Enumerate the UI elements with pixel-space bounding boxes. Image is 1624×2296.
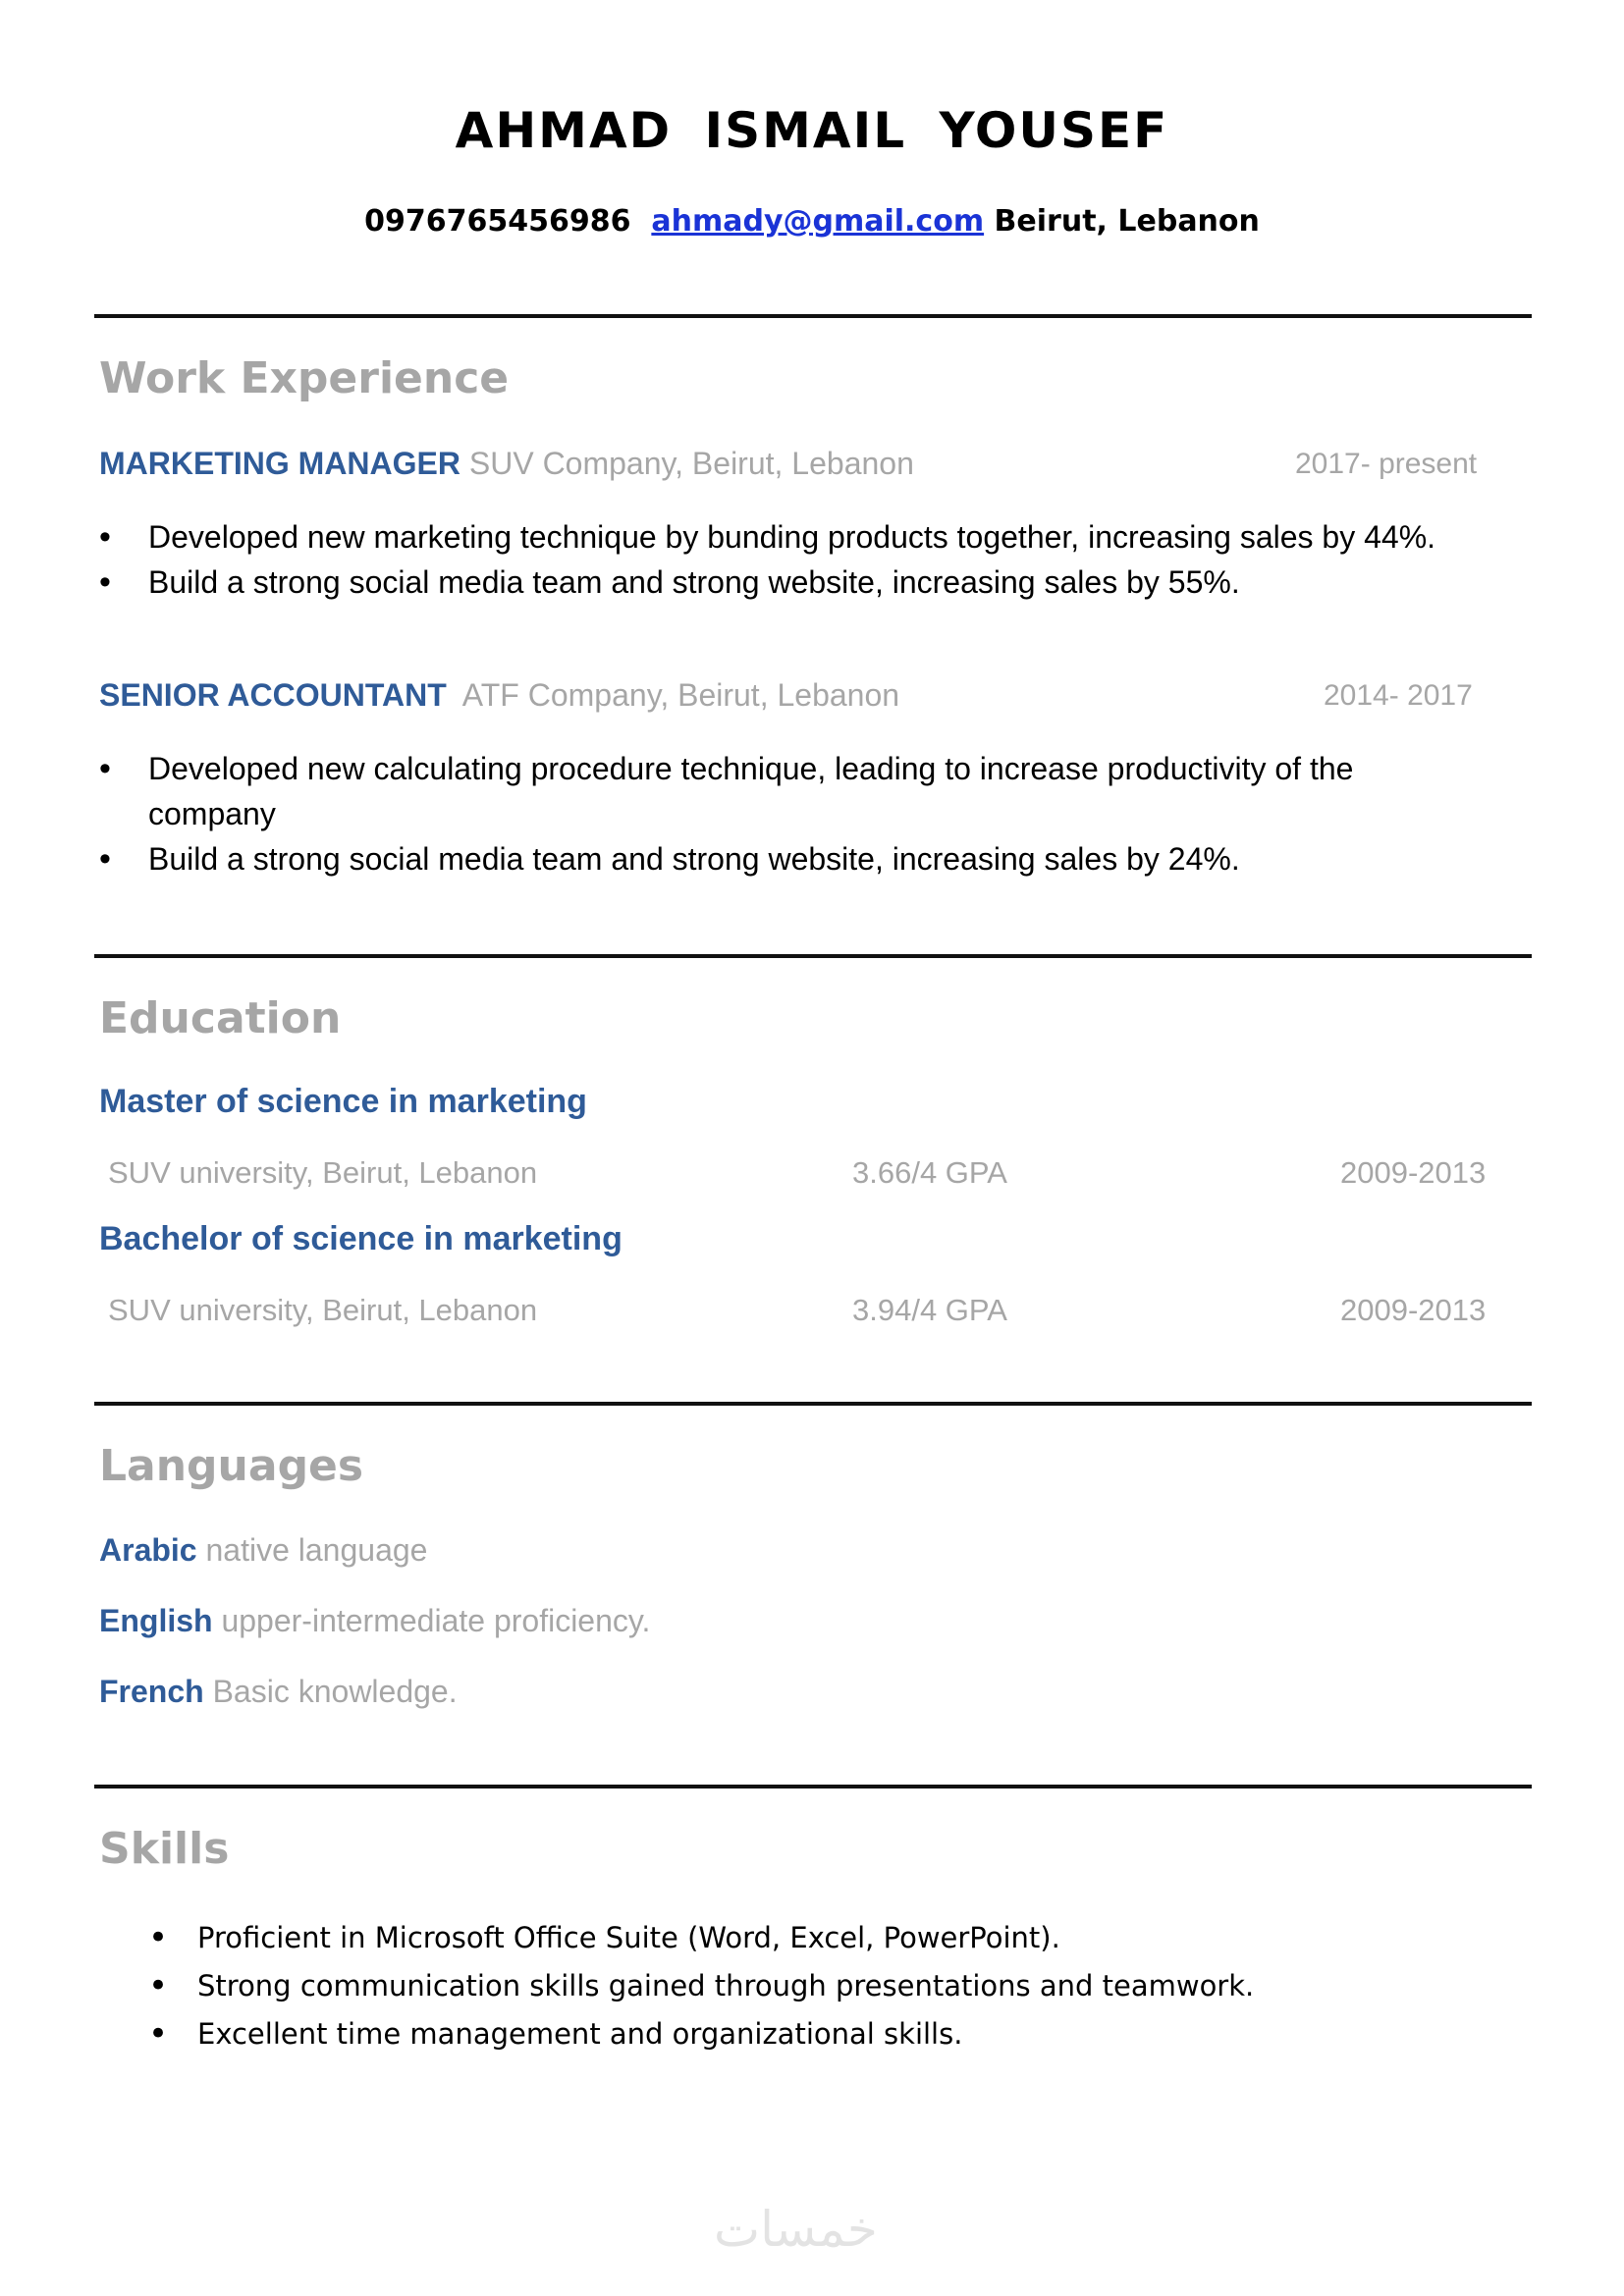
list-item: • Excellent time management and organizational skills.	[148, 2010, 1425, 2058]
email-link[interactable]: ahmady@gmail.com	[651, 204, 985, 239]
contact-line	[0, 204, 1624, 239]
list-item: • Developed new marketing technique by bunding products together, increasing sales by 44%.	[99, 514, 1533, 560]
gpa: 3.94/4 GPA	[852, 1293, 1007, 1327]
list-item: • Developed new calculating procedure technique, leading to increase productivity of the company	[99, 746, 1474, 836]
divider	[94, 314, 1532, 318]
divider	[94, 1402, 1532, 1406]
language-item	[99, 1603, 650, 1639]
location: Beirut, Lebanon	[994, 204, 1260, 239]
job-dates: 2014- 2017	[1324, 679, 1473, 712]
section-title-skills: Skills	[99, 1824, 230, 1874]
job-company: ATF Company, Beirut, Lebanon	[461, 677, 900, 713]
language-name: English	[99, 1603, 213, 1638]
degree-title: Bachelor of science in marketing	[99, 1220, 623, 1257]
phone-number: 0976765456986	[364, 204, 631, 239]
job-role: MARKETING MANAGER	[99, 446, 460, 481]
job-header	[99, 677, 899, 714]
edu-dates: 2009-2013	[1340, 1155, 1487, 1190]
language-item	[99, 1674, 458, 1710]
degree-title: Master of science in marketing	[99, 1083, 587, 1120]
school: SUV university, Beirut, Lebanon	[108, 1293, 538, 1327]
list-item: • Build a strong social media team and strong website, increasing sales by 24%.	[99, 836, 1474, 881]
language-level: upper-intermediate proficiency.	[221, 1603, 651, 1638]
language-level: native language	[205, 1532, 428, 1568]
job-dates: 2017- present	[1295, 448, 1478, 480]
gpa: 3.66/4 GPA	[852, 1155, 1007, 1190]
list-item: • Build a strong social media team and strong website, increasing sales by 55%.	[99, 560, 1533, 605]
section-title-work: Work Experience	[99, 353, 510, 403]
candidate-name: AHMAD ISMAIL YOUSEF	[455, 102, 1169, 159]
job-bullets	[99, 514, 1533, 605]
divider	[94, 1785, 1532, 1789]
job-bullets	[99, 746, 1474, 881]
list-item: • Strong communication skills gained through presentations and teamwork.	[148, 1962, 1425, 2010]
job-header	[99, 446, 914, 482]
school: SUV university, Beirut, Lebanon	[108, 1155, 538, 1190]
language-level: Basic knowledge.	[212, 1674, 458, 1709]
language-item	[99, 1532, 427, 1569]
job-company: SUV Company, Beirut, Lebanon	[468, 446, 914, 481]
skills-list	[148, 1914, 1425, 2058]
section-title-education: Education	[99, 993, 342, 1043]
section-title-languages: Languages	[99, 1441, 364, 1491]
watermark-logo: خمسات	[714, 2201, 878, 2258]
edu-dates: 2009-2013	[1340, 1293, 1487, 1327]
language-name: Arabic	[99, 1532, 197, 1568]
language-name: French	[99, 1674, 204, 1709]
job-role: SENIOR ACCOUNTANT	[99, 677, 447, 713]
list-item: • Proficient in Microsoft Office Suite (Word, Excel, PowerPoint).	[148, 1914, 1425, 1962]
divider	[94, 954, 1532, 958]
